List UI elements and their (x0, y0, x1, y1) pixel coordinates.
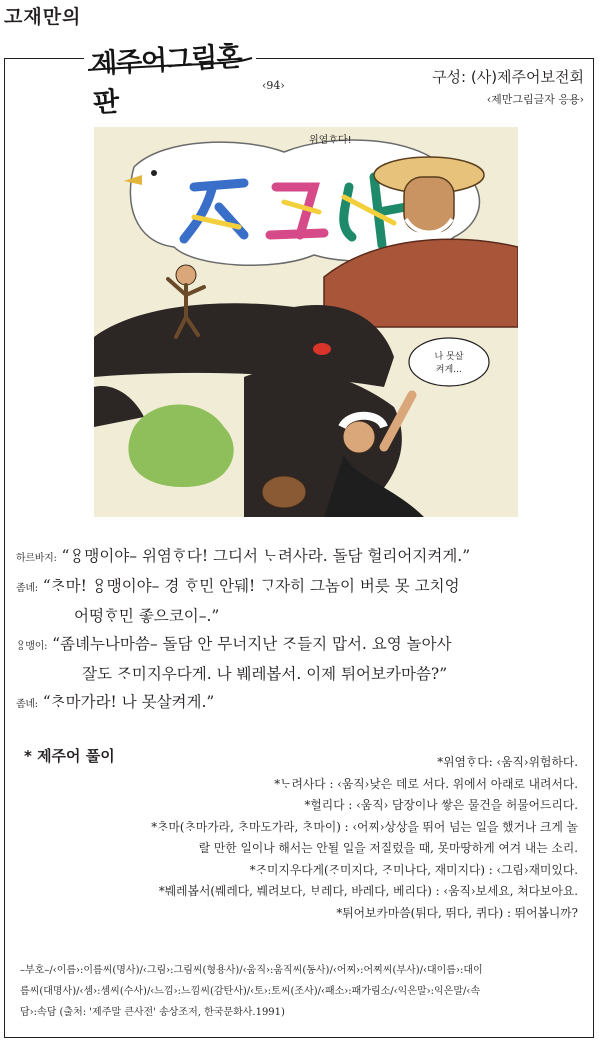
footer-line: –부호–/‹이름›:이름씨(명사)/‹그림›:그림씨(형용사)/‹움직›:움직씨(동사)/‹어찌›:어찌씨(부사)/‹대이름›:대이 (20, 965, 483, 976)
speaker-grandfather: 하르바지: (16, 553, 57, 564)
crab (313, 343, 331, 355)
glossary-entry: *ᄎᆞ마(ᄎᆞ마가라, ᄎᆞ마도가라, ᄎᆞ마이) : ‹어찌›상상을 뛰어 넘는 일을 했거나 크게 놀 (151, 819, 578, 834)
glossary-entry: *ᄂᆞ려사다 : ‹움직›낮은 데로 서다. 위에서 아래로 내려서다. (274, 776, 578, 791)
dialogue-line-1 (16, 545, 586, 570)
bird-caption: 위염ᄒᆞ다! (309, 135, 352, 146)
dialogue-text: “ᄋᆢᆼ맹이야– 위염ᄒᆞ다! 그디서 ᄂᆞ려사라. 돌담 헐리어지켜게.” (61, 547, 471, 565)
footer-line: 담›:속담 (출처: '제주말 큰사전' 송상조저, 한국문화사.1991) (20, 1007, 285, 1018)
credit (432, 66, 584, 107)
dialogue (16, 545, 586, 721)
dialogue-line-2b (16, 605, 586, 628)
glossary-entry: *튀어보카마씀(튀다, 뛰다, 퀴다) : 뛰어봅니까? (336, 905, 578, 920)
clay-jar (262, 476, 306, 508)
glossary-entry: *ᄌᆞ미지우다게(ᄌᆞ미지다, ᄌᆞ미나다, 재미지다) : ‹그림›재미있다. (249, 862, 578, 877)
glossary-entry: *붸레봅서(붸레다, 붸려보다, ᄇᆞ레다, 바레다, 베리다) : ‹움직›보세요, 쳐다보아요. (158, 884, 578, 898)
comic-illustration (94, 127, 518, 517)
speaker-child: ᄋᆢᆼ맹이: (16, 641, 48, 652)
dialogue-line-2 (16, 575, 586, 600)
dialogue-text: 잘도 ᄌᆞ미지우다게. 나 붸레봅서. 이제 튀어보카마씀?” (82, 665, 448, 683)
series-logo (84, 40, 256, 119)
glossary (18, 752, 578, 924)
logo-text: 제주어그림혼판 (90, 41, 243, 119)
dialogue-line-4 (16, 691, 586, 716)
speaker-haenyeo: 좀녜: (16, 583, 38, 594)
credit-text: 구성: (사)제주어보전회 (432, 68, 584, 86)
speech-bubble-line2: 켜게… (435, 365, 463, 375)
dialogue-text: “ᄎᆞ마가라! 나 못살켜게.” (42, 693, 215, 711)
dialogue-line-3 (16, 633, 586, 658)
footer-line: 름씨(대명사)/‹셈›:셈씨(수사)/‹느낌›:느낌씨(감탄사)/‹토›:토씨(조사)/‹패소›:패가림소/‹익은말›:익은말/‹속 (20, 986, 481, 997)
glossary-entry: *헐리다 : ‹움직› 담장이나 쌓은 물건을 허물어드리다. (304, 798, 578, 812)
credit-sub: ‹제만그림글자 응용› (486, 93, 584, 106)
glossary-entry: 랄 만한 일이나 해서는 안될 일을 저질렀을 때, 못마땅하게 여겨 내는 소리. (198, 841, 578, 855)
dialogue-line-3b (16, 663, 586, 686)
issue-number: ‹94› (262, 79, 285, 92)
glossary-title: * 제주어 풀이 (24, 747, 115, 765)
series-title: 고재만의 (4, 6, 82, 28)
speaker-haenyeo: 좀녜: (16, 699, 38, 710)
footer-notes (20, 960, 580, 1023)
glossary-entry: *위염ᄒᆞ다: ‹움직›위험하다. (437, 755, 578, 769)
speech-bubble (409, 338, 489, 386)
bird-eye (151, 170, 157, 176)
diver-head (343, 421, 375, 453)
speech-bubble-line1: 나 못살 (434, 352, 464, 362)
child-head (176, 265, 196, 285)
dialogue-text: 어떵ᄒᆞ민 좋으코이–.” (74, 607, 220, 625)
dialogue-text: “ᄎᆞ마! ᄋᆢᆼ맹이야– 경 ᄒᆞ민 안뒈! ᄀᆞ자히 그놈이 버릇 못 고치엉 (42, 577, 460, 595)
dialogue-text: “좀녜누나마씀– 돌담 안 무너지난 ᄌᆞ들지 맙서. 요영 놀아사 (52, 635, 452, 653)
